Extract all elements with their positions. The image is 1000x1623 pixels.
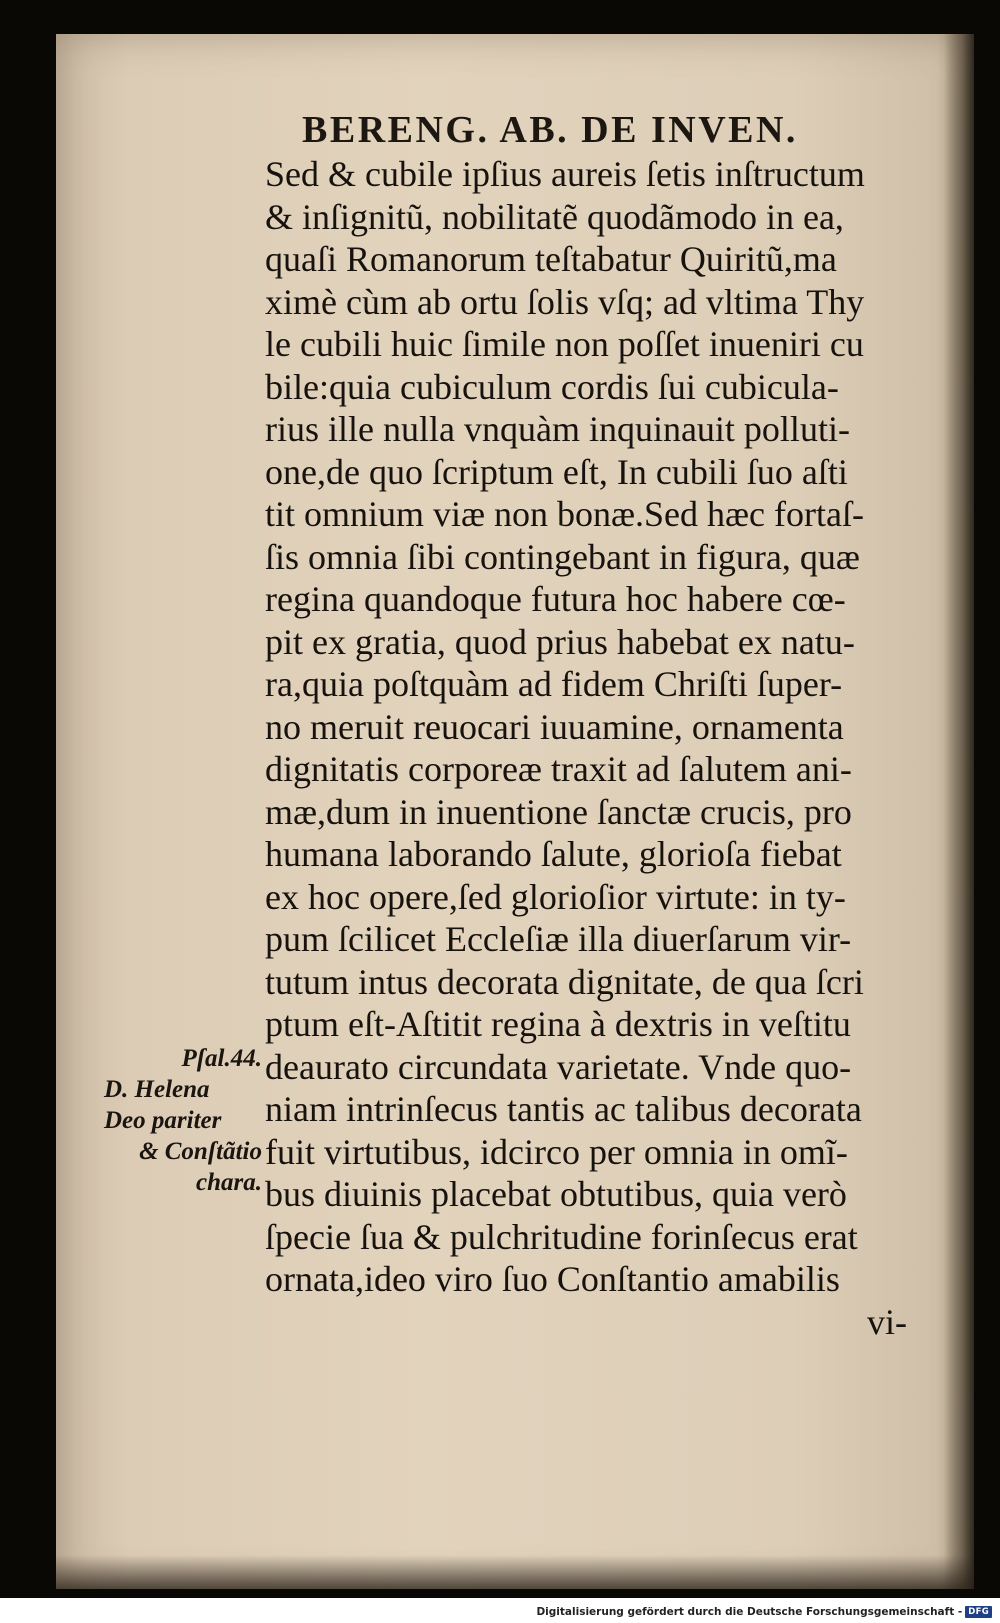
marginal-note: D. Helena: [104, 1076, 210, 1103]
text-line: ra,quia poſtquàm ad fidem Chriſti ſuper-: [265, 664, 843, 704]
text-line: deaurato circundata varietate. Vnde quo-: [265, 1046, 852, 1087]
page-edge-shadow-bottom: [56, 1555, 974, 1589]
text-line: pit ex gratia, quod prius habebat ex natu-: [265, 621, 855, 662]
body-text: [265, 153, 925, 1343]
marginal-note: Deo pariter: [104, 1107, 222, 1134]
text-line: mæ,dum in inuentione ſanctæ crucis, pro: [265, 791, 852, 832]
text-line: one,de quo ſcriptum eſt, In cubili ſuo aſti: [265, 451, 848, 492]
catchword: vi-: [867, 1301, 907, 1342]
text-line: ſpecie ſua & pulchritudine forinſecus erat: [265, 1216, 858, 1257]
text-line: tit omnium viæ non bonæ.Sed hæc fortaſ-: [265, 494, 864, 534]
text-line: humana laborando ſalute, glorioſa fiebat: [265, 834, 842, 874]
marginal-notes: [104, 1043, 262, 1198]
text-line: ptum eſt-Aſtitit regina à dextris in veſtitu: [265, 1004, 851, 1044]
credit-text: Digitalisierung gefördert durch die Deutsche Forschungsgemeinschaft -: [536, 1606, 963, 1618]
text-line: pum ſcilicet Eccleſiæ illa diuerſarum vir-: [265, 919, 852, 959]
text-line: le cubili huic ſimile non poſſet inueniri cu: [265, 324, 864, 364]
text-line: ornata,ideo viro ſuo Conſtantio amabilis: [265, 1259, 840, 1299]
text-line: bile:quia cubiculum cordis ſui cubicula-: [265, 366, 839, 407]
text-line: bus diuinis placebat obtutibus, quia verò: [265, 1174, 847, 1214]
text-line: ximè cùm ab ortu ſolis vſq; ad vltima Thy: [265, 281, 865, 322]
marginal-note: chara.: [196, 1169, 262, 1196]
text-line: fuit virtutibus, idcirco per omnia in omĩ-: [265, 1131, 848, 1172]
text-line: regina quandoque futura hoc habere cœ-: [265, 579, 846, 619]
text-line: niam intrinſecus tantis ac talibus decorata: [265, 1089, 862, 1129]
text-line: Sed & cubile ipſius aureis ſetis inſtructum: [265, 154, 865, 194]
text-line: rius ille nulla vnquàm inquinauit polluti-: [265, 409, 850, 449]
marginal-note: Pſal.44.: [181, 1045, 262, 1072]
digitization-credit: [536, 1604, 992, 1620]
text-line: no meruit reuocari iuuamine, ornamenta: [265, 706, 844, 747]
text-line: quaſi Romanorum teſtabatur Quiritũ,ma: [265, 239, 837, 279]
text-line: & inſignitũ, nobilitatẽ quodãmodo in ea,: [265, 196, 844, 237]
text-line: ſis omnia ſibi contingebant in figura, quæ: [265, 536, 860, 577]
marginal-note: & Conſtãtio: [139, 1138, 262, 1165]
dfg-logo: DFG: [965, 1606, 992, 1618]
text-line: ex hoc opere,ſed glorioſior virtute: in ty-: [265, 876, 846, 917]
running-head: BERENG. AB. DE INVEN.: [302, 109, 798, 151]
text-line: tutum intus decorata dignitate, de qua ſcri: [265, 961, 864, 1002]
page-edge-shadow-right: [944, 34, 974, 1589]
text-line: dignitatis corporeæ traxit ad ſalutem ani-: [265, 749, 852, 789]
